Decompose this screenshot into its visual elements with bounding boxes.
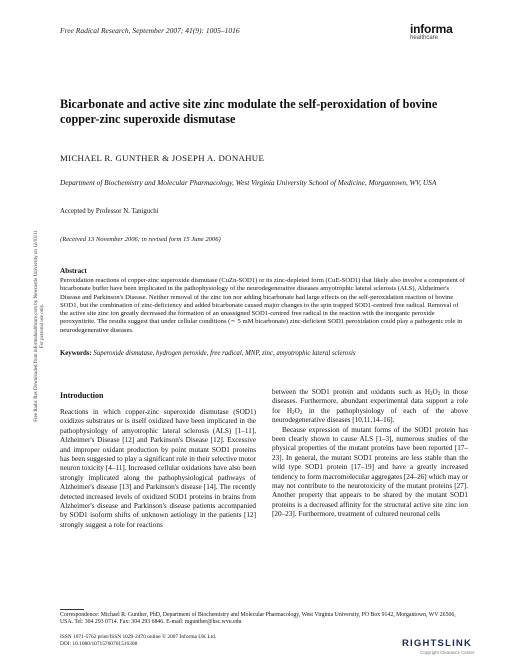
issn-line: ISSN 1071-5762 print/ISSN 1029-2470 online © 2007 Informa UK Ltd.: [60, 634, 217, 640]
affiliation: Department of Biochemistry and Molecular Pharmacology, West Virginia University School of Medicine, Morgantown, WV, USA: [60, 178, 437, 187]
introduction-heading: Introduction: [60, 391, 104, 400]
intro-paragraph-2: Because expression of mutant forms of the SOD1 protein has been clearly shown to cause ALS [1–3], numerous studies of the physical properties of the mutant proteins have been reported [17–23]. In general, the mutant SOD1 proteins are less stable than the wild type SOD1 protein [17–19] and have a greatly increased tendency to form macromolecular aggregates [24–26] which may or may not contribute to the neurotoxicity of the mutant proteins [27]. Another property that appears to be shared by the mutant SOD1 proteins is a decreased affinity for the structural active site zinc ion [20–23]. Furthermore, treatment of cultured neuronal cells: [272, 425, 468, 519]
doi-line[interactable]: DOI: 10.1080/10715760701516308: [60, 641, 138, 647]
rightslink-logo[interactable]: RIGHTSLINK: [402, 638, 473, 649]
abstract-heading: Abstract: [60, 267, 87, 275]
keywords: [60, 350, 468, 359]
intro-paragraph-1-continued: between the SOD1 protein and oxidants such as $H_2O_2$ in those diseases. Furthermore, abundant experimental data support a role for $H_2O_2$ in the pathophysiology of each of the above neurodegenerative diseases [10,11,14–16].: [272, 388, 468, 425]
keywords-text: Superoxide dismutase, hydrogen peroxide, free radical, MNP, zinc, amyotrophic lateral sclerosis: [93, 350, 356, 357]
download-watermark: [34, 226, 46, 426]
footnote-rule: [60, 609, 84, 610]
correspondence-footnote: Correspondence: Michael R. Gunther, PhD, Department of Biochemistry and Molecular Pharmacology, West Virginia University, PO Box 9142, Morgantown, WV 26506, USA. Tel: 304 293 0714. Fax: 304 293 6846. E-mail: mgunther@hsc.wvu.edu: [60, 612, 456, 626]
accepted-by: Accepted by Professor N. Taniguchi: [60, 208, 159, 215]
author-list: MICHAEL R. GUNTHER & JOSEPH A. DONAHUE: [60, 153, 265, 163]
logo-wordmark: informa: [410, 22, 453, 36]
logo-subtitle: healthcare: [410, 35, 439, 41]
watermark-line-1: Free Radic Res Downloaded from informahealthcare.com by Newcastle University on 12/03/11: [34, 230, 39, 422]
body-column-right: [272, 388, 468, 520]
issn-block: [60, 634, 360, 648]
intro-paragraph-1: Reactions in which copper-zinc superoxide dismutase (SOD1) oxidizes substrates or is itself oxidized have been implicated in the pathophysiology of amyotrophic lateral sclerosis (ALS) [1–11], Alzheimer's Disease [12] and Parkinson's Disease [12]. Excessive and improper oxidant production by point mutant SOD1 proteins has been suggested to play a significant role in their selective motor neuron toxicity [4–11]. Increased cellular oxidations have also been strongly implicated along the pathophysiological pathways of Alzheimer's disease [13] and Parkinson's disease [14]. The recently detected increased levels of oxidized SOD1 proteins in brains from Alzheimer's disease and Parkinson's disease patients accompanied by SOD1 isoform shifts of unknown aetiology in the patients [12] strongly suggest a role for reactions: [60, 408, 256, 529]
publisher-logo[interactable]: [410, 22, 453, 41]
watermark-line-2: For personal use only.: [40, 303, 45, 349]
journal-citation: Free Radical Research, September 2007; 41(9): 1005–1016: [60, 26, 240, 35]
article-title: Bicarbonate and active site zinc modulate the self-peroxidation of bovine copper-zinc superoxide dismutase: [60, 97, 438, 126]
received-dates: (Received 13 November 2006; in revised form 15 June 2006): [60, 236, 221, 243]
keywords-label: Keywords:: [60, 350, 92, 357]
body-column-left: [60, 408, 256, 530]
rightslink-subtitle: Copyright Clearance Center: [420, 650, 475, 655]
abstract-text: Peroxidation reactions of copper-zinc superoxide dismutase (CuZn-SOD1) or its zinc-depleted form (CuE-SOD1) that likely also involve a component of bicarbonate buffer have been implicated in the pathophysiology of the neurodegenerative diseases amyotrophic lateral sclerosis (ALS), Alzheimer's Disease and Parkinson's Disease. Neither removal of the zinc ion nor adding bicarbonate had large effects on the self-peroxidation reaction of bovine SOD1, but the combination of zinc-deficiency and added bicarbonate caused major changes to the spin trapped SOD1-centred free radical. Removal of the active site zinc ion greatly decreased the formation of an unassigned SOD1-centred free radical in the reaction with the inorganic peroxide peroxynitrite. The results suggest that under cellular conditions (∼ 5 mM bicarbonate) zinc-deficient SOD1 peroxidation could play a pathogenic role in neurodegenerative diseases.: [60, 277, 465, 334]
